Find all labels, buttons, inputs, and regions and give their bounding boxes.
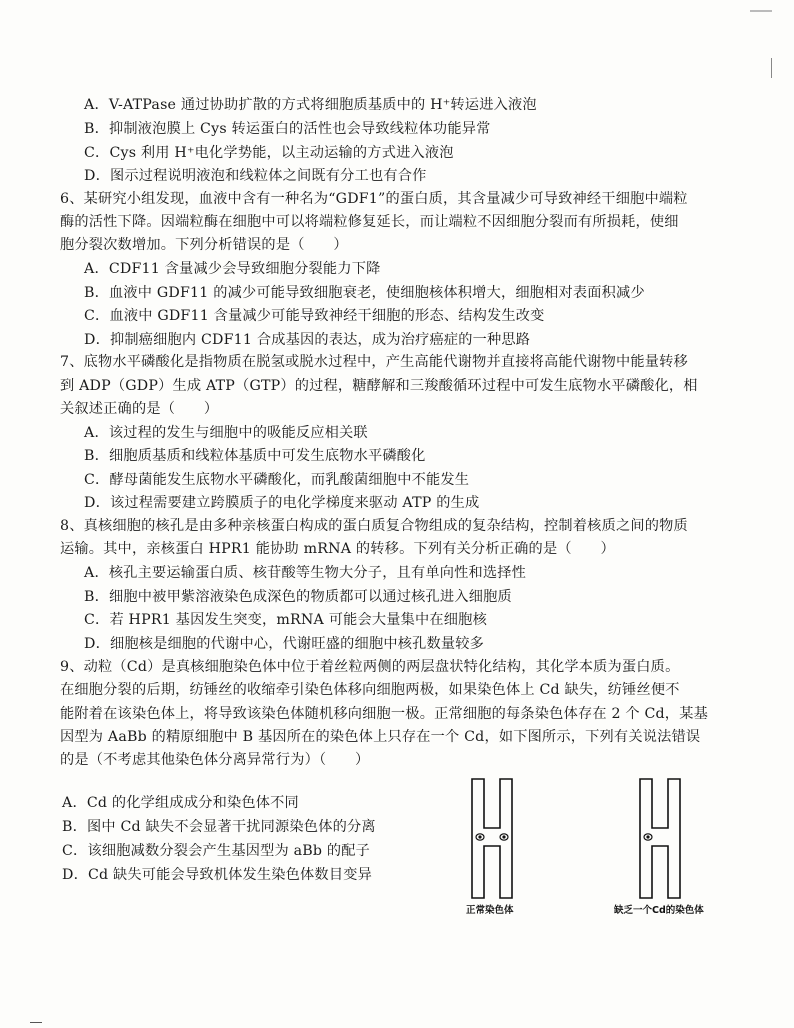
q9-option-b: B．图中 Cd 缺失不会显著干扰同源染色体的分离	[62, 819, 376, 835]
missing-cd-chromosome-figure	[630, 776, 690, 900]
q6-option-a: A．CDF11 含量减少会导致细胞分裂能力下降	[84, 261, 381, 277]
q9-stem-line: 的是（不考虑其他染色体分离异常行为）（ ）	[60, 752, 370, 768]
q8-stem-line: 8、真核细胞的核孔是由多种亲核蛋白构成的蛋白质复合物组成的复杂结构，控制着核质之间的物质	[60, 518, 688, 534]
q9-stem-line: 9、动粒（Cd）是真核细胞染色体中位于着丝粒两侧的两层盘状特化结构，其化学本质为蛋白质。	[60, 659, 680, 675]
q8-option-a: A．核孔主要运输蛋白质、核苷酸等生物大分子，且有单向性和选择性	[84, 565, 527, 581]
q6-stem-line: 胞分裂次数增加。下列分析错误的是（ ）	[60, 237, 348, 253]
q8-stem-line: 运输。其中，亲核蛋白 HPR1 能协助 mRNA 的转移。下列有关分析正确的是（ ）	[60, 541, 615, 557]
scan-mark	[750, 10, 772, 12]
q9-stem-line: 因型为 AaBb 的精原细胞中 B 基因所在的染色体上只存在一个 Cd，如下图所示，下列有关说法错误	[60, 729, 701, 745]
q7-stem-line: 关叙述正确的是（ ）	[60, 401, 219, 417]
q7-option-b: B．细胞质基质和线粒体基质中可发生底物水平磷酸化	[84, 448, 426, 464]
scan-mark	[771, 58, 772, 78]
q7-option-c: C．酵母菌能发生底物水平磷酸化，而乳酸菌细胞中不能发生	[84, 472, 470, 488]
q5-option-a: A．V-ATPase 通过协助扩散的方式将细胞质基质中的 H⁺转运进入液泡	[84, 97, 537, 113]
q5-option-d: D．图示过程说明液泡和线粒体之间既有分工也有合作	[84, 168, 427, 184]
q7-option-d: D．该过程需要建立跨膜质子的电化学梯度来驱动 ATP 的生成	[84, 495, 480, 511]
normal-chromosome-label: 正常染色体	[466, 905, 514, 916]
missing-cd-chromosome-label: 缺乏一个Cd的染色体	[614, 905, 704, 916]
scan-mark	[30, 1022, 42, 1023]
q7-stem-line: 到 ADP（GDP）生成 ATP（GTP）的过程，糖酵解和三羧酸循环过程中可发生底物水平磷酸化，相	[60, 378, 698, 394]
q9-option-c: C．该细胞减数分裂会产生基因型为 aBb 的配子	[62, 843, 371, 859]
q9-option-d: D．Cd 缺失可能会导致机体发生染色体数目变异	[62, 867, 372, 883]
q6-stem-line: 6、某研究小组发现，血液中含有一种名为“GDF1”的蛋白质，其含量减少可导致神经干细胞中端粒	[60, 191, 688, 207]
normal-chromosome-figure	[462, 776, 522, 900]
q5-option-b: B．抑制液泡膜上 Cys 转运蛋白的活性也会导致线粒体功能异常	[84, 121, 491, 137]
q5-option-c: C．Cys 利用 H⁺电化学势能，以主动运输的方式进入液泡	[84, 145, 454, 161]
q8-option-c: C．若 HPR1 基因发生突变，mRNA 可能会大量集中在细胞核	[84, 612, 487, 628]
q9-stem-line: 在细胞分裂的后期，纺锤丝的收缩牵引染色体移向细胞两极，如果染色体上 Cd 缺失，纺锤丝便不	[60, 682, 680, 698]
q7-stem-line: 7、底物水平磷酸化是指物质在脱氢或脱水过程中，产生高能代谢物并直接将高能代谢物中能量转移	[60, 354, 688, 370]
q6-option-c: C．血液中 GDF11 含量减少可能导致神经干细胞的形态、结构发生改变	[84, 308, 545, 324]
q6-stem-line: 酶的活性下降。因端粒酶在细胞中可以将端粒修复延长，而让端粒不因细胞分裂而有所损耗，使细	[60, 214, 679, 230]
q8-option-b: B．细胞中被甲紫溶液染色成深色的物质都可以通过核孔进入细胞质	[84, 589, 512, 605]
q6-option-d: D．抑制癌细胞内 CDF11 合成基因的表达，成为治疗癌症的一种思路	[84, 332, 531, 348]
q9-stem-line: 能附着在该染色体上，将导致该染色体随机移向细胞一极。正常细胞的每条染色体存在 2 个 Cd，某基	[60, 706, 708, 722]
q6-option-b: B．血液中 GDF11 的减少可能导致细胞衰老，使细胞核体积增大，细胞相对表面积减少	[84, 285, 645, 301]
q7-option-a: A．该过程的发生与细胞中的吸能反应相关联	[84, 425, 368, 441]
q8-option-d: D．细胞核是细胞的代谢中心，代谢旺盛的细胞中核孔数量较多	[84, 636, 485, 652]
q9-option-a: A．Cd 的化学组成成分和染色体不同	[62, 795, 299, 811]
